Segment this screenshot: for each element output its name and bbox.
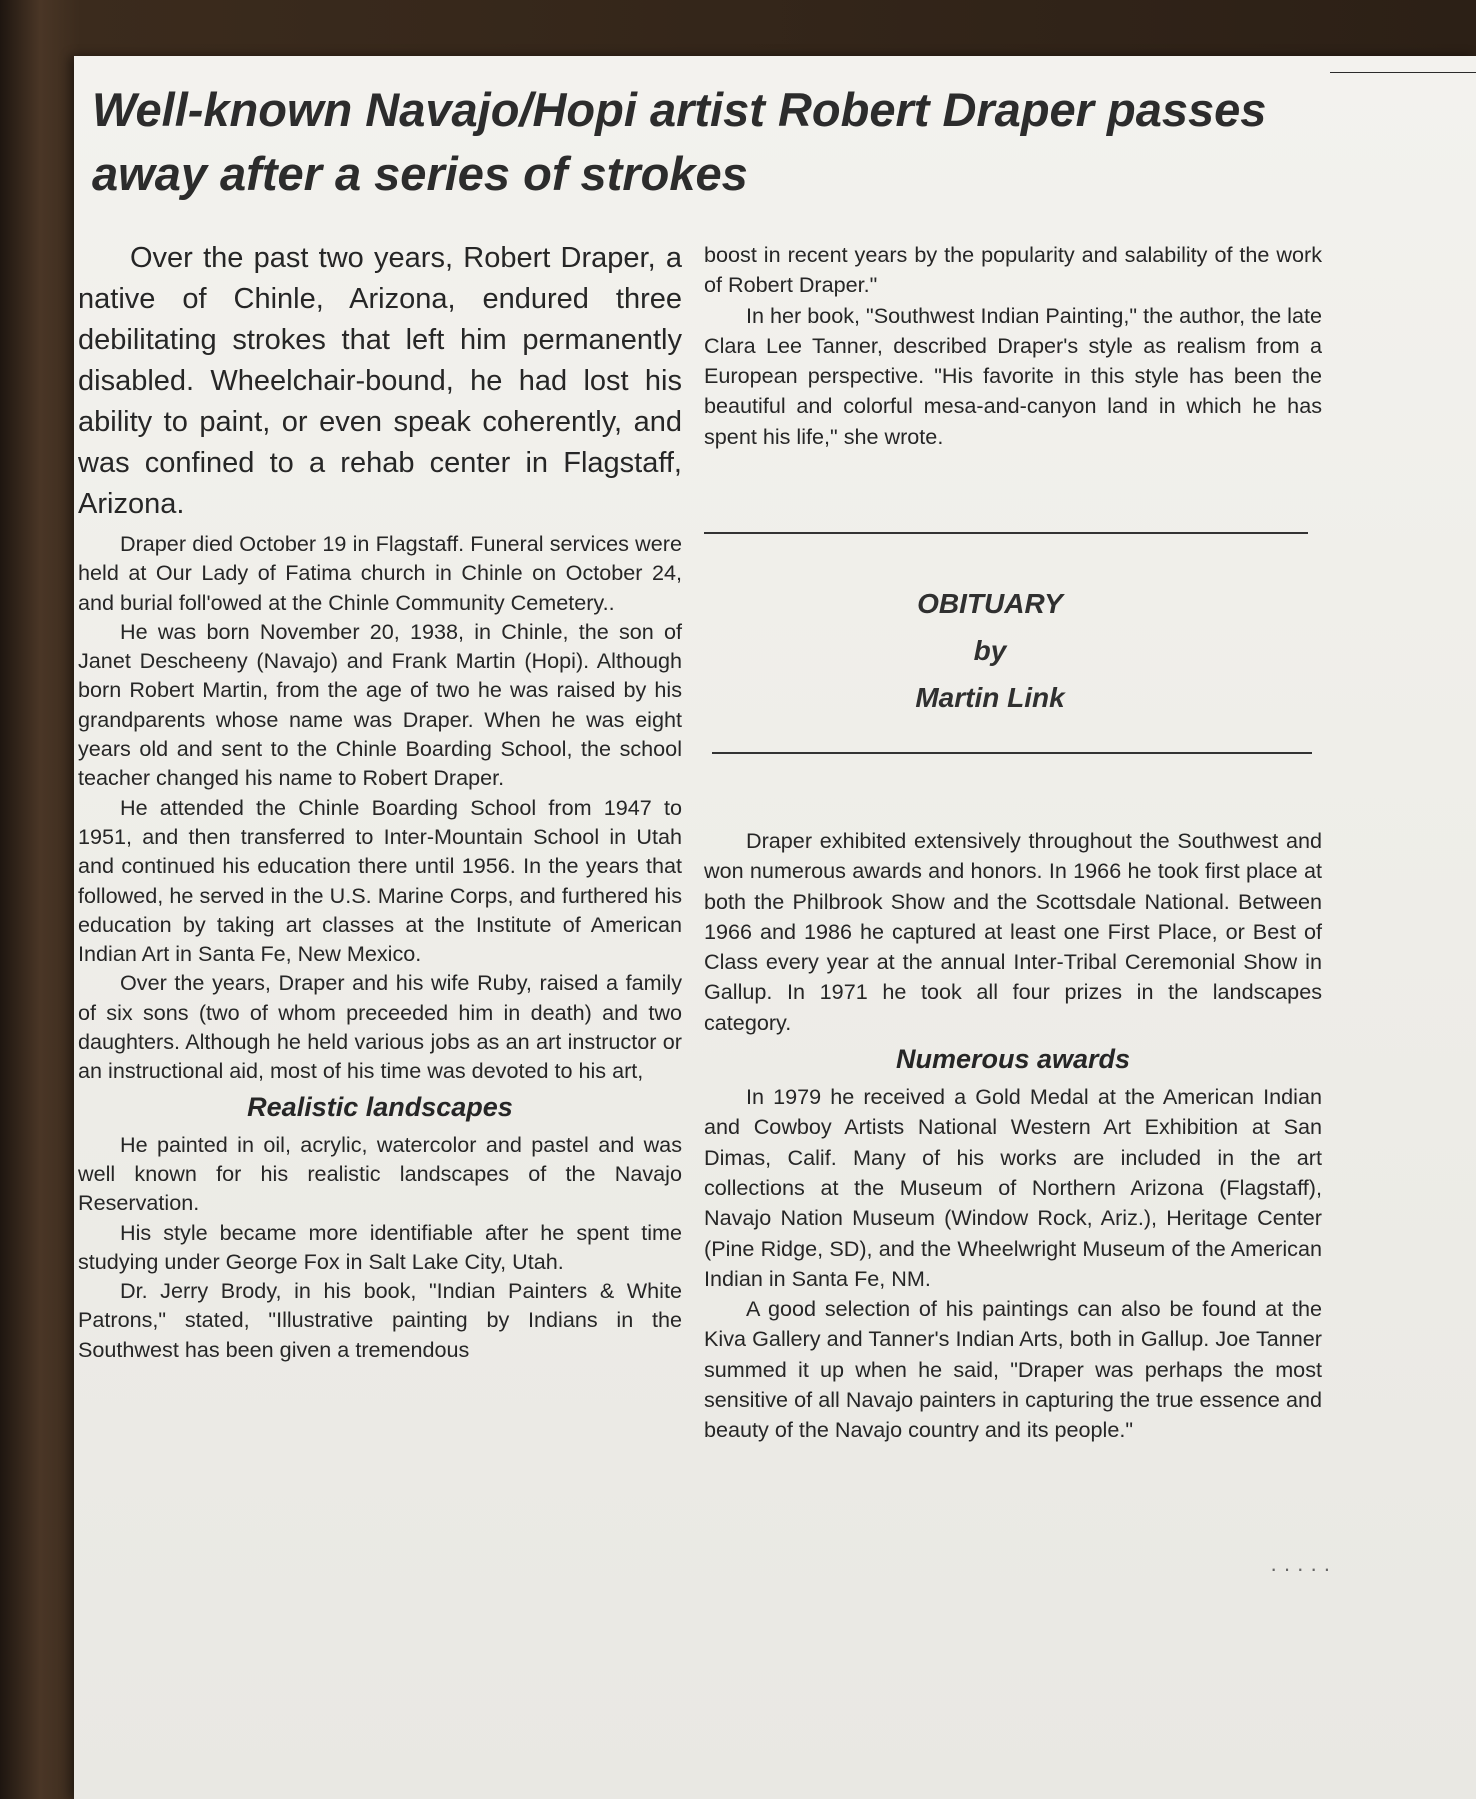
byline-box — [880, 580, 1100, 721]
paragraph-media: He painted in oil, acrylic, watercolor and pastel and was well known for his realistic landscapes of the Navajo Reservation. — [78, 1131, 682, 1216]
headline: Well-known Navajo/Hopi artist Robert Draper passes away after a series of strokes — [92, 83, 1267, 200]
subhead-numerous-awards: Numerous awards — [895, 1044, 1131, 1075]
paragraph-style: His style became more identifiable after he spent time studying under George Fox in Salt Lake City, Utah. — [78, 1219, 682, 1274]
paragraph-family: Over the years, Draper and his wife Ruby, raised a family of six sons (two of whom preceeded him in death) and two daughters. Although he held various jobs as an art instructor or an instructional aid, most of his time was devoted to his art, — [78, 970, 682, 1084]
fold-line — [1330, 72, 1476, 73]
divider-rule-top — [704, 532, 1308, 534]
paragraph-exhibitions: Draper exhibited extensively throughout the Southwest and won numerous awards and honors. In 1966 he took first place at both the Philbrook Show and the Scottsdale National. Between 1966 and 1986 he captured at least one First Place, or Best of Class every year at the annual Inter-Tribal Ceremonial Show in Gallup. In 1971 he took all four prizes in the landscapes category. — [704, 828, 1322, 1035]
byline-by: by — [973, 635, 1007, 666]
paragraph-education: He attended the Chinle Boarding School from 1947 to 1951, and then transferred to Inter-Mountain School in Utah and continued his education there until 1956. In the years that followed, he served in the U.S. Marine Corps, and furthered his education by taking art classes at the Institute of American Indian Art in Santa Fe, New Mexico. — [78, 794, 682, 967]
end-mark-dots: ····· — [1270, 1556, 1337, 1581]
divider-rule-bottom — [712, 752, 1312, 754]
paragraph-gold-medal: In 1979 he received a Gold Medal at the American Indian and Cowboy Artists National Western Art Exhibition at San Dimas, Calif. Many of his works are included in the art collections at the Museum of Northern Arizona (Flagstaff), Navajo Nation Museum (Window Rock, Ariz.), Heritage Center (Pine Ridge, SD), and the Wheelwright Museum of the American Indian in Santa Fe, NM. — [704, 1084, 1322, 1291]
paragraph-birth: He was born November 20, 1938, in Chinle, the son of Janet Descheeny (Navajo) and Frank Martin (Hopi). Although born Robert Martin, from the age of two he was raised by his grandparents whose name was Draper. When he was eight years old and sent to the Chinle Boarding School, the school teacher changed his name to Robert Draper. — [78, 618, 682, 791]
paragraph-brody-quote-continued: boost in recent years by the popularity and salability of the work of Robert Draper." — [704, 242, 1322, 298]
paragraph-death: Draper died October 19 in Flagstaff. Funeral services were held at Our Lady of Fatima church in Chinle on October 24, and burial foll'owed at the Chinle Community Cemetery.. — [78, 531, 682, 615]
byline-author: Martin Link — [915, 682, 1065, 713]
right-column-top — [704, 240, 1322, 452]
lead-paragraph: Over the past two years, Robert Draper, a native of Chinle, Arizona, endured three debilitating strokes that left him permanently disabled. Wheelchair-bound, he had lost his ability to paint, or even speak coherently, and was confined to a rehab center in Flagstaff, Arizona. — [78, 242, 682, 520]
paragraph-brody-quote: Dr. Jerry Brody, in his book, "Indian Painters & White Patrons," stated, "Illustrative painting by Indians in the Southwest has been given a tremendous — [78, 1278, 682, 1362]
paragraph-tanner: In her book, "Southwest Indian Painting," the author, the late Clara Lee Tanner, described Draper's style as realism from a European perspective. "His favorite in this style has been the beautiful and colorful mesa-and-canyon land in which he has spent his life," she wrote. — [704, 302, 1322, 449]
right-column-bottom — [704, 826, 1322, 1446]
left-column — [78, 238, 682, 1364]
subhead-realistic-landscapes: Realistic landscapes — [247, 1091, 513, 1122]
byline-label: OBITUARY — [917, 588, 1063, 619]
paragraph-galleries: A good selection of his paintings can also be found at the Kiva Gallery and Tanner's Indian Arts, both in Gallup. Joe Tanner summed it up when he said, "Draper was perhaps the most sensitive of all Navajo painters in capturing the true essence and beauty of the Navajo country and its people." — [704, 1296, 1322, 1443]
